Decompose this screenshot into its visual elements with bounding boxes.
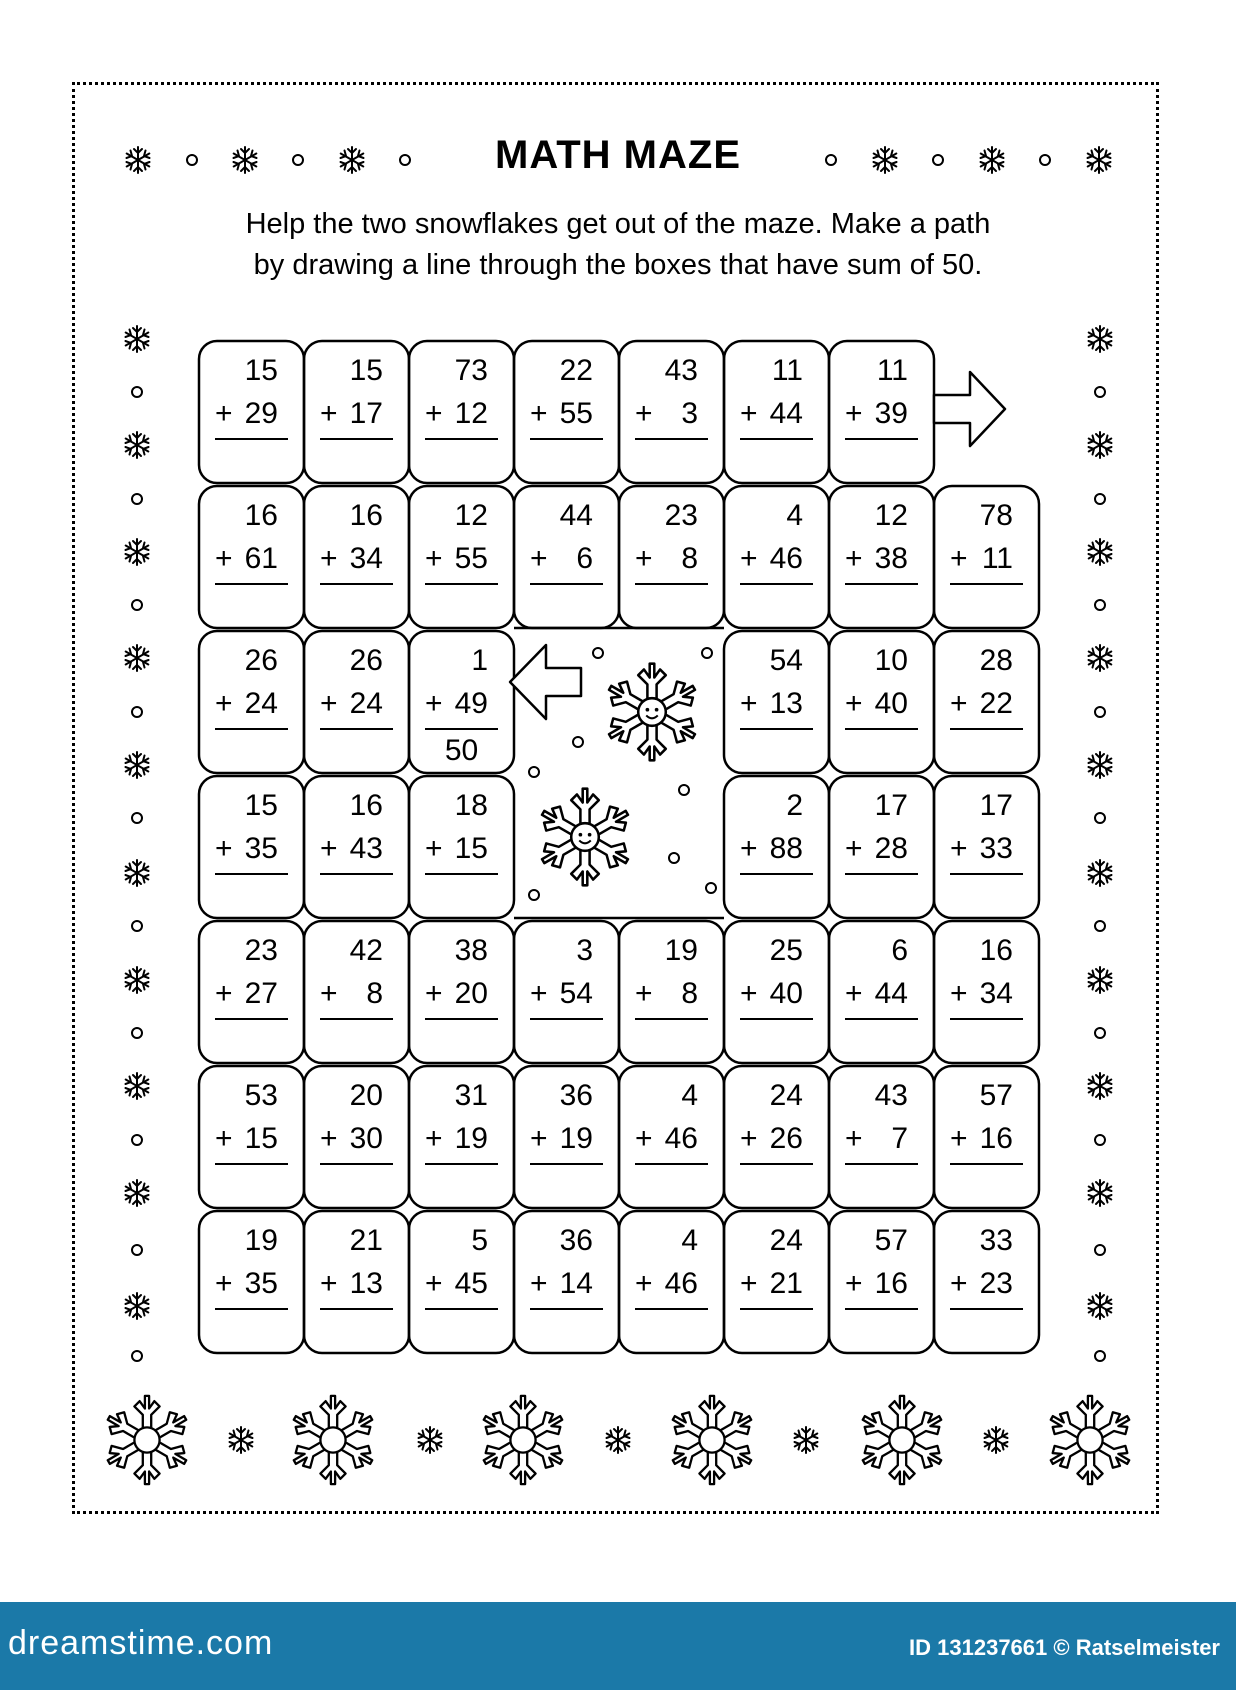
- plus-sign: +: [740, 687, 758, 720]
- addend-top: 15: [349, 354, 383, 387]
- maze-cell[interactable]: [304, 1066, 409, 1208]
- plus-sign: +: [320, 977, 338, 1010]
- maze-cell[interactable]: [619, 1211, 724, 1353]
- addend-top: 42: [349, 934, 383, 967]
- plus-sign: +: [425, 832, 443, 865]
- plus-sign: +: [950, 977, 968, 1010]
- maze-cell[interactable]: [724, 921, 829, 1063]
- addend-top: 21: [349, 1224, 383, 1257]
- addend-value: 46: [664, 1122, 698, 1155]
- sum-line: [425, 583, 498, 585]
- plus-sign: +: [740, 832, 758, 865]
- addend-top: 43: [874, 1079, 908, 1112]
- sum-line: [320, 1163, 393, 1165]
- plus-sign: +: [845, 832, 863, 865]
- sum-line: [845, 873, 918, 875]
- maze-cell[interactable]: [199, 341, 304, 483]
- maze-cell[interactable]: [619, 1066, 724, 1208]
- addend-top: 25: [769, 934, 803, 967]
- sum-line: [320, 583, 393, 585]
- plus-sign: +: [950, 832, 968, 865]
- addend-top: 11: [771, 354, 803, 387]
- maze-cell[interactable]: [199, 1211, 304, 1353]
- sum-line: [215, 1163, 288, 1165]
- addend-value: 55: [454, 542, 488, 575]
- maze-cell[interactable]: [724, 486, 829, 628]
- sum-line: [635, 1308, 708, 1310]
- addend-top: 5: [471, 1224, 488, 1257]
- sum-line: [215, 583, 288, 585]
- addend-value: 24: [349, 687, 383, 720]
- addend-top: 24: [769, 1224, 803, 1257]
- maze-cell[interactable]: [304, 921, 409, 1063]
- addend-value: 16: [979, 1122, 1013, 1155]
- addend-value: 15: [244, 1122, 278, 1155]
- maze-cell[interactable]: [724, 631, 829, 773]
- sum-line: [215, 438, 288, 440]
- plus-sign: +: [740, 397, 758, 430]
- plus-sign: +: [425, 542, 443, 575]
- addend-top: 3: [576, 934, 593, 967]
- sum-line: [740, 728, 813, 730]
- addend-value: 3: [681, 397, 698, 430]
- maze-cell[interactable]: [829, 341, 934, 483]
- addend-value: 88: [769, 832, 803, 865]
- maze-cell[interactable]: [514, 921, 619, 1063]
- addend-value: 35: [244, 832, 278, 865]
- addend-value: 35: [244, 1267, 278, 1300]
- plus-sign: +: [215, 1267, 233, 1300]
- addend-top: 38: [454, 934, 488, 967]
- maze-cell[interactable]: [304, 486, 409, 628]
- plus-sign: +: [320, 542, 338, 575]
- addend-top: 15: [244, 789, 278, 822]
- sum-line: [845, 1308, 918, 1310]
- maze-cell[interactable]: [829, 921, 934, 1063]
- addend-top: 12: [874, 499, 908, 532]
- plus-sign: +: [950, 687, 968, 720]
- addend-value: 54: [559, 977, 593, 1010]
- maze-cell[interactable]: [409, 1066, 514, 1208]
- page-title: MATH MAZE: [495, 133, 741, 177]
- addend-top: 4: [786, 499, 803, 532]
- addend-value: 34: [349, 542, 383, 575]
- maze-cell[interactable]: [829, 1066, 934, 1208]
- maze-cell[interactable]: [409, 631, 514, 773]
- maze-cell[interactable]: [199, 1066, 304, 1208]
- addend-value: 55: [559, 397, 593, 430]
- sum-line: [635, 1163, 708, 1165]
- addend-top: 57: [979, 1079, 1013, 1112]
- plus-sign: +: [215, 832, 233, 865]
- addend-value: 13: [349, 1267, 383, 1300]
- sum-line: [530, 438, 603, 440]
- plus-sign: +: [740, 542, 758, 575]
- addend-top: 10: [874, 644, 908, 677]
- maze-cell[interactable]: [829, 486, 934, 628]
- addend-value: 30: [349, 1122, 383, 1155]
- sum-line: [425, 1018, 498, 1020]
- addend-value: 34: [979, 977, 1013, 1010]
- addend-value: 43: [349, 832, 383, 865]
- sum-line: [740, 583, 813, 585]
- maze-cell[interactable]: [724, 1211, 829, 1353]
- maze-cell[interactable]: [199, 921, 304, 1063]
- sum-line: [320, 1018, 393, 1020]
- plus-sign: +: [425, 687, 443, 720]
- plus-sign: +: [320, 1122, 338, 1155]
- sum-line: [740, 438, 813, 440]
- addend-top: 73: [454, 354, 488, 387]
- plus-sign: +: [950, 1267, 968, 1300]
- addend-top: 78: [979, 499, 1013, 532]
- addend-top: 23: [664, 499, 698, 532]
- addend-value: 23: [979, 1267, 1013, 1300]
- sum-line: [215, 1308, 288, 1310]
- plus-sign: +: [530, 977, 548, 1010]
- plus-sign: +: [215, 542, 233, 575]
- addend-value: 14: [559, 1267, 593, 1300]
- maze-cell[interactable]: [199, 486, 304, 628]
- sum-line: [530, 1163, 603, 1165]
- plus-sign: +: [425, 977, 443, 1010]
- instruction-line-1: Help the two snowflakes get out of the maze. Make a path: [245, 208, 991, 240]
- addend-value: 17: [349, 397, 383, 430]
- addend-value: 21: [769, 1267, 803, 1300]
- addend-value: 27: [244, 977, 278, 1010]
- addend-top: 12: [454, 499, 488, 532]
- sum-line: [950, 583, 1023, 585]
- plus-sign: +: [845, 397, 863, 430]
- sum-line: [635, 438, 708, 440]
- sum-line: [950, 873, 1023, 875]
- sum-line: [635, 583, 708, 585]
- maze-cell[interactable]: [199, 776, 304, 918]
- plus-sign: +: [845, 542, 863, 575]
- plus-sign: +: [320, 397, 338, 430]
- plus-sign: +: [320, 687, 338, 720]
- sum-line: [320, 438, 393, 440]
- plus-sign: +: [425, 397, 443, 430]
- maze-cell[interactable]: [724, 1066, 829, 1208]
- addend-top: 54: [769, 644, 803, 677]
- plus-sign: +: [215, 687, 233, 720]
- addend-value: 16: [874, 1267, 908, 1300]
- plus-sign: +: [635, 1122, 653, 1155]
- smiling-snowflake-icon: [536, 789, 633, 886]
- sum-line: [530, 1308, 603, 1310]
- plus-sign: +: [845, 977, 863, 1010]
- plus-sign: +: [950, 1122, 968, 1155]
- addend-value: 20: [454, 977, 488, 1010]
- exit-arrow-icon: [934, 372, 1005, 446]
- plus-sign: +: [530, 1122, 548, 1155]
- addend-top: 44: [559, 499, 593, 532]
- addend-top: 4: [681, 1224, 698, 1257]
- sum-line: [320, 1308, 393, 1310]
- sum-line: [425, 438, 498, 440]
- addend-top: 31: [454, 1079, 488, 1112]
- addend-top: 26: [244, 644, 278, 677]
- addend-top: 2: [786, 789, 803, 822]
- addend-value: 19: [559, 1122, 593, 1155]
- sum-line: [845, 583, 918, 585]
- addend-top: 11: [876, 354, 908, 387]
- sum-line: [950, 1163, 1023, 1165]
- addend-top: 53: [244, 1079, 278, 1112]
- addend-top: 18: [454, 789, 488, 822]
- addend-top: 20: [349, 1079, 383, 1112]
- addend-value: 7: [891, 1122, 908, 1155]
- sum-line: [215, 873, 288, 875]
- addend-top: 16: [979, 934, 1013, 967]
- plus-sign: +: [635, 397, 653, 430]
- sum-line: [845, 1163, 918, 1165]
- addend-value: 49: [454, 687, 488, 720]
- maze-cell[interactable]: [304, 776, 409, 918]
- addend-top: 36: [559, 1224, 593, 1257]
- maze-cell[interactable]: [304, 1211, 409, 1353]
- plus-sign: +: [950, 542, 968, 575]
- addend-top: 28: [979, 644, 1013, 677]
- plus-sign: +: [635, 977, 653, 1010]
- addend-top: 17: [874, 789, 908, 822]
- plus-sign: +: [845, 1122, 863, 1155]
- sum-line: [425, 1308, 498, 1310]
- addend-top: 19: [664, 934, 698, 967]
- addend-value: 40: [769, 977, 803, 1010]
- plus-sign: +: [425, 1122, 443, 1155]
- addend-value: 19: [454, 1122, 488, 1155]
- addend-top: 22: [559, 354, 593, 387]
- addend-top: 24: [769, 1079, 803, 1112]
- addend-value: 24: [244, 687, 278, 720]
- addend-value: 8: [681, 542, 698, 575]
- addend-value: 33: [979, 832, 1013, 865]
- sum-line: [530, 583, 603, 585]
- maze-cell[interactable]: [514, 1211, 619, 1353]
- addend-value: 15: [454, 832, 488, 865]
- sum-line: [425, 873, 498, 875]
- addend-value: 22: [979, 687, 1013, 720]
- sum-line: [425, 1163, 498, 1165]
- addend-top: 16: [349, 789, 383, 822]
- sum-line: [740, 1018, 813, 1020]
- maze-cell[interactable]: [619, 341, 724, 483]
- addend-top: 1: [471, 644, 488, 677]
- maze-cell[interactable]: [409, 486, 514, 628]
- addend-value: 29: [244, 397, 278, 430]
- sum-line: [215, 728, 288, 730]
- addend-value: 11: [981, 542, 1013, 575]
- sum-line: [530, 1018, 603, 1020]
- addend-top: 19: [244, 1224, 278, 1257]
- addend-value: 39: [874, 397, 908, 430]
- addend-top: 43: [664, 354, 698, 387]
- addend-top: 33: [979, 1224, 1013, 1257]
- sum-line: [740, 1308, 813, 1310]
- maze-cell[interactable]: [514, 341, 619, 483]
- addend-top: 17: [979, 789, 1013, 822]
- maze-cell[interactable]: [199, 631, 304, 773]
- plus-sign: +: [845, 687, 863, 720]
- plus-sign: +: [215, 397, 233, 430]
- addend-top: 26: [349, 644, 383, 677]
- sum-line: [740, 1163, 813, 1165]
- start-arrow-icon: [510, 645, 581, 719]
- plus-sign: +: [740, 1122, 758, 1155]
- addend-value: 38: [874, 542, 908, 575]
- sum-line: [635, 1018, 708, 1020]
- maze-cell[interactable]: [304, 631, 409, 773]
- addend-value: 46: [769, 542, 803, 575]
- sum-line: [320, 873, 393, 875]
- maze-cell[interactable]: [934, 921, 1039, 1063]
- addend-top: 4: [681, 1079, 698, 1112]
- plus-sign: +: [740, 977, 758, 1010]
- maze-cell[interactable]: [934, 776, 1039, 918]
- plus-sign: +: [635, 542, 653, 575]
- addend-value: 26: [769, 1122, 803, 1155]
- sum-line: [845, 1018, 918, 1020]
- maze-cell[interactable]: [934, 1211, 1039, 1353]
- maze-cell[interactable]: [724, 776, 829, 918]
- addend-top: 36: [559, 1079, 593, 1112]
- instruction-line-2: by drawing a line through the boxes that have sum of 50.: [253, 249, 983, 281]
- sum-line: [845, 438, 918, 440]
- maze-cell[interactable]: [514, 1066, 619, 1208]
- maze-cell[interactable]: [304, 341, 409, 483]
- maze-cell[interactable]: [514, 486, 619, 628]
- plus-sign: +: [530, 397, 548, 430]
- plus-sign: +: [425, 1267, 443, 1300]
- addend-value: 6: [576, 542, 593, 575]
- plus-sign: +: [530, 1267, 548, 1300]
- sum-line: [950, 728, 1023, 730]
- addend-top: 23: [244, 934, 278, 967]
- plus-sign: +: [320, 1267, 338, 1300]
- maze-cell[interactable]: [934, 486, 1039, 628]
- maze-cell[interactable]: [829, 1211, 934, 1353]
- maze-cell[interactable]: [724, 341, 829, 483]
- sum-line: [215, 1018, 288, 1020]
- maze-cell[interactable]: [934, 1066, 1039, 1208]
- plus-sign: +: [740, 1267, 758, 1300]
- plus-sign: +: [215, 1122, 233, 1155]
- sum-line: [425, 728, 498, 730]
- plus-sign: +: [635, 1267, 653, 1300]
- maze-cell[interactable]: [934, 631, 1039, 773]
- sum-line: [740, 873, 813, 875]
- sum-line: [320, 728, 393, 730]
- footer-brand[interactable]: dreamstime.com: [8, 1624, 274, 1662]
- maze-cell[interactable]: [409, 341, 514, 483]
- smiling-snowflake-icon: [603, 664, 700, 761]
- addend-value: 46: [664, 1267, 698, 1300]
- maze-cell[interactable]: [829, 776, 934, 918]
- maze-cell[interactable]: [829, 631, 934, 773]
- sum-line: [950, 1018, 1023, 1020]
- maze-cell[interactable]: [619, 486, 724, 628]
- addend-top: 15: [244, 354, 278, 387]
- plus-sign: +: [215, 977, 233, 1010]
- maze-cell[interactable]: [409, 921, 514, 1063]
- plus-sign: +: [530, 542, 548, 575]
- addend-value: 45: [454, 1267, 488, 1300]
- plus-sign: +: [845, 1267, 863, 1300]
- addend-value: 28: [874, 832, 908, 865]
- footer-credit: ID 131237661 © Ratselmeister: [909, 1635, 1220, 1660]
- addend-top: 16: [244, 499, 278, 532]
- addend-value: 40: [874, 687, 908, 720]
- addend-value: 13: [769, 687, 803, 720]
- addend-top: 16: [349, 499, 383, 532]
- addend-top: 57: [874, 1224, 908, 1257]
- addend-value: 61: [244, 542, 278, 575]
- addend-value: 8: [366, 977, 383, 1010]
- maze-cell[interactable]: [619, 921, 724, 1063]
- addend-top: 6: [891, 934, 908, 967]
- sum-line: [950, 1308, 1023, 1310]
- maze-cell[interactable]: [409, 776, 514, 918]
- addend-value: 8: [681, 977, 698, 1010]
- maze-cell[interactable]: [409, 1211, 514, 1353]
- addend-value: 44: [874, 977, 908, 1010]
- plus-sign: +: [320, 832, 338, 865]
- example-answer: 50: [444, 734, 479, 767]
- sum-line: [845, 728, 918, 730]
- addend-value: 12: [454, 397, 488, 430]
- addend-value: 44: [769, 397, 803, 430]
